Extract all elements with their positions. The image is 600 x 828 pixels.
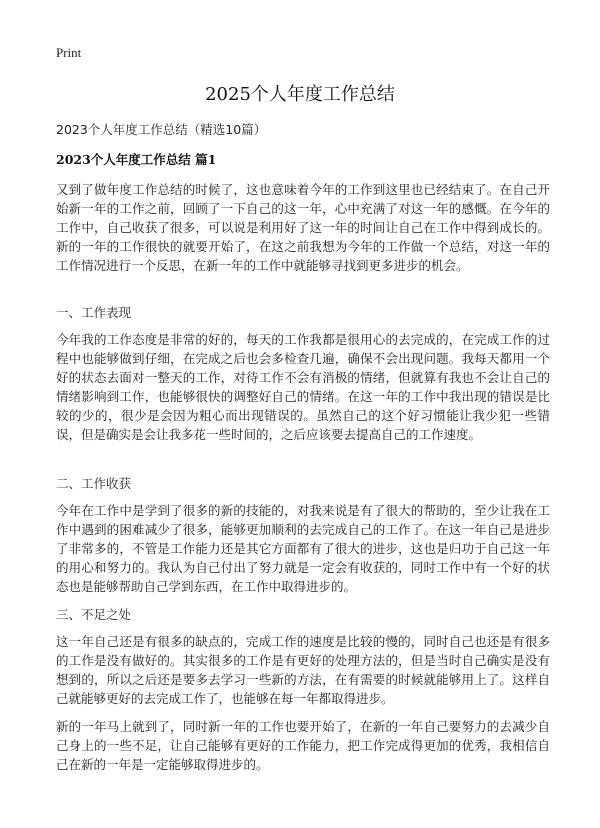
section-title: 2023个人年度工作总结 篇1 [56, 152, 217, 167]
document-subtitle: 2023个人年度工作总结（精选10篇） [56, 122, 267, 137]
document-title: 2025个人年度工作总结 [205, 84, 395, 105]
heading-shortcomings: 三、不足之处 [56, 607, 132, 622]
heading-performance: 一、工作表现 [56, 305, 132, 320]
print-label[interactable]: Print [56, 45, 82, 60]
intro-paragraph: 又到了做年度工作总结的时候了，这也意味着今年的工作到这里也已经结束了。在自己开始新一年的工作之前，回顾了一下自己的这一年，心中充满了对这一年的感慨。在今年的工作中，自己收获了很多，可以说是利用好了这一年的时间让自己在工作中得到成长的。新的一年的工作很快的就要开始了，在这之前我想为今年的工作做一个总结，对这一年的工作情况进行一个反思，在新一年的工作中就能够寻找到更多进步的机会。 [56, 182, 550, 273]
gains-paragraph: 今年在工作中是学到了很多的新的技能的，对我来说是有了很大的帮助的，至少让我在工作中遇到的困难减少了很多，能够更加顺利的去完成自己的工作了。在这一年自己是进步了非常多的，不管是工作能力还是其它方面都有了很大的进步，这也是归功于自己这一年的用心和努力的。我认为自己付出了努力就是一定会有收获的，同时工作中有一个好的状态也是能够帮助自己学到东西，在工作中取得进步的。 [56, 503, 550, 594]
closing-paragraph: 新的一年马上就到了，同时新一年的工作也要开始了，在新的一年自己要努力的去减少自己身上的一些不足，让自己能够有更好的工作能力，把工作完成得更加的优秀，我相信自己在新的一年是一定能够取得进步的。 [56, 719, 550, 772]
shortcomings-paragraph: 这一年自己还是有很多的缺点的，完成工作的速度是比较的慢的，同时自己也还是有很多的工作是没有做好的。其实很多的工作是有更好的处理方法的，但是当时自己确实是没有想到的，所以之后还是要多去学习一些新的方法，在有需要的时候就能够用上了。这样自己就能够更好的去完成工作了，也能够在每一年都取得进步。 [56, 634, 550, 706]
performance-paragraph: 今年我的工作态度是非常的好的，每天的工作我都是很用心的去完成的，在完成工作的过程中也能够做到仔细，在完成之后也会多检查几遍，确保不会出现问题。我每天都用一个好的状态去面对一整天的工作，对待工作不会有消极的情绪，但就算有我也不会让自己的情绪影响到工作，也能够很快的调整好自己的情绪。在这一年的工作中我出现的错误是比较的少的，很少是会因为粗心而出现错误的。虽然自己的这个好习惯能让我少犯一些错误，但是确实是会让我多花一些时间的，之后应该要去提高自己的工作速度。 [56, 332, 550, 442]
heading-gains: 二、工作收获 [56, 476, 132, 491]
